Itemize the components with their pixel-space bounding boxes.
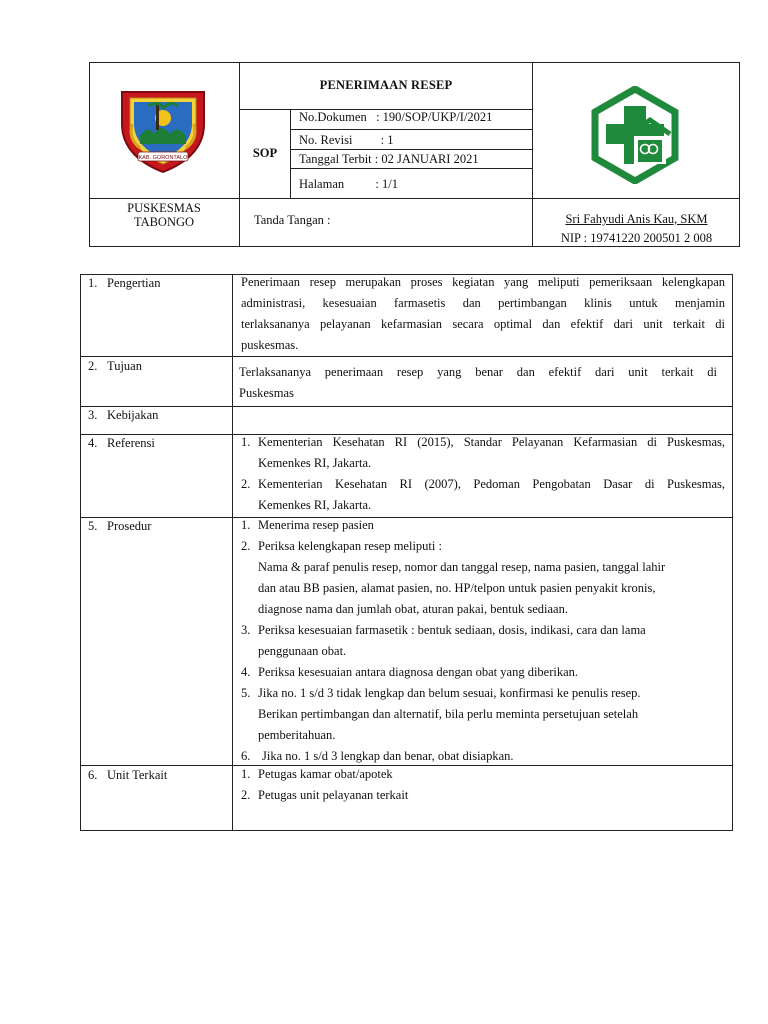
row-number: 2. bbox=[88, 359, 98, 373]
prosedur-list bbox=[241, 515, 725, 767]
sop-label: SOP bbox=[252, 146, 278, 160]
text-line: Puskesmas bbox=[239, 386, 294, 400]
text-line: Berikan pertimbangan dan alternatif, bila perlu meminta persetujuan setelah bbox=[258, 707, 639, 721]
signer-nip: NIP : 19741220 200501 2 008 bbox=[560, 231, 713, 245]
text-line: Kementerian Kesehatan RI (2015), Standar Pelayanan Kefarmasian di Puskesmas, bbox=[258, 435, 725, 449]
unit-name bbox=[89, 201, 239, 229]
row-label-kebijakan bbox=[88, 408, 158, 423]
header-divider bbox=[89, 198, 740, 199]
document-title: PENERIMAAN RESEP bbox=[319, 78, 453, 92]
text-line: pemberitahuan. bbox=[258, 728, 336, 742]
text-line: diagnose nama dan jumlah obat, aturan pakai, bentuk sediaan. bbox=[258, 602, 568, 616]
halaman: Halaman : 1/1 bbox=[299, 177, 398, 191]
list-item bbox=[241, 515, 725, 536]
row-label-prosedur bbox=[88, 519, 151, 534]
text-line: dan atau BB pasien, alamat pasien, no. HP/telpon untuk pasien penyakit kronis, bbox=[258, 581, 656, 595]
list-number: 4. bbox=[241, 665, 251, 679]
row-label: Kebijakan bbox=[107, 408, 159, 422]
text-line: Nama & paraf penulis resep, nomor dan tanggal resep, nama pasien, tanggal lahir bbox=[258, 560, 666, 574]
text-line: Petugas unit pelayanan terkait bbox=[258, 788, 409, 802]
row-label-tujuan bbox=[88, 359, 142, 374]
text-line: Kemenkes RI, Jakarta. bbox=[258, 498, 372, 512]
list-number: 2. bbox=[241, 477, 251, 491]
unit-terkait-list bbox=[241, 764, 725, 806]
pengertian-text bbox=[241, 272, 725, 356]
text-line: Periksa kesesuaian antara diagnosa dengan obat yang diberikan. bbox=[258, 665, 579, 679]
text-line: Terlaksananya penerimaan resep yang benar dan efektif dari unit terkait di bbox=[239, 365, 717, 379]
regency-emblem-logo bbox=[118, 84, 208, 174]
list-number: 2. bbox=[241, 788, 251, 802]
row-label-pengertian bbox=[88, 276, 160, 291]
text-line: Periksa kelengkapan resep meliputi : bbox=[258, 539, 442, 553]
no-revisi: No. Revisi : 1 bbox=[299, 133, 394, 147]
signature-label: Tanda Tangan : bbox=[254, 213, 331, 227]
column-divider bbox=[232, 274, 233, 831]
list-number: 2. bbox=[241, 539, 251, 553]
emblem-text: KAB. GORONTALO bbox=[138, 155, 188, 161]
signer-name: Sri Fahyudi Anis Kau, SKM bbox=[565, 212, 708, 226]
row-number: 4. bbox=[88, 436, 98, 450]
referensi-list bbox=[241, 432, 725, 516]
row-label: Referensi bbox=[107, 436, 155, 450]
list-item bbox=[241, 432, 725, 474]
list-number: 1. bbox=[241, 518, 251, 532]
header-divider bbox=[290, 168, 532, 169]
puskesmas-logo bbox=[586, 86, 684, 184]
list-item bbox=[241, 474, 725, 516]
row-label-unit-terkait bbox=[88, 768, 167, 783]
text-line: Jika no. 1 s/d 3 lengkap dan benar, obat disiapkan. bbox=[262, 749, 514, 763]
tujuan-text bbox=[239, 362, 717, 404]
unit-name-line1: PUSKESMAS bbox=[127, 201, 201, 215]
header-divider bbox=[290, 109, 291, 198]
list-item bbox=[241, 662, 725, 683]
list-number: 1. bbox=[241, 435, 251, 449]
tanggal-terbit: Tanggal Terbit : 02 JANUARI 2021 bbox=[299, 152, 479, 166]
text-line: terlaksananya pelayanan kefarmasian secara optimal dan efektif dari unit terkait di bbox=[241, 317, 725, 331]
text-line: administrasi, kesesuaian farmasetis dan pertimbangan klinis untuk menjamin bbox=[241, 296, 725, 310]
row-label: Pengertian bbox=[107, 276, 161, 290]
list-number: 6. bbox=[241, 749, 251, 763]
row-number: 5. bbox=[88, 519, 98, 533]
text-line: Kementerian Kesehatan RI (2007), Pedoman Pengobatan Dasar di Puskesmas, bbox=[258, 477, 725, 491]
list-number: 1. bbox=[241, 767, 251, 781]
no-dokumen: No.Dokumen : 190/SOP/UKP/I/2021 bbox=[299, 110, 493, 124]
text-line: puskesmas. bbox=[241, 338, 299, 352]
list-item bbox=[241, 620, 725, 662]
row-label: Prosedur bbox=[107, 519, 152, 533]
text-line: Penerimaan resep merupakan proses kegiatan yang meliputi pemeriksaan kelengkapan bbox=[241, 275, 725, 289]
header-divider bbox=[290, 129, 532, 130]
header-divider bbox=[290, 149, 532, 150]
text-line: Jika no. 1 s/d 3 tidak lengkap dan belum sesuai, konfirmasi ke penulis resep. bbox=[258, 686, 641, 700]
row-number: 1. bbox=[88, 276, 98, 290]
list-number: 5. bbox=[241, 686, 251, 700]
row-divider bbox=[80, 356, 733, 357]
row-number: 3. bbox=[88, 408, 98, 422]
row-label: Unit Terkait bbox=[107, 768, 168, 782]
unit-name-line2: TABONGO bbox=[133, 215, 195, 229]
row-number: 6. bbox=[88, 768, 98, 782]
list-item bbox=[241, 764, 725, 785]
row-label-referensi bbox=[88, 436, 155, 451]
row-label: Tujuan bbox=[107, 359, 142, 373]
text-line: penggunaan obat. bbox=[258, 644, 347, 658]
text-line: Menerima resep pasien bbox=[258, 518, 374, 532]
list-number: 3. bbox=[241, 623, 251, 637]
text-line: Periksa kesesuaian farmasetik : bentuk sediaan, dosis, indikasi, cara dan lama bbox=[258, 623, 646, 637]
row-divider bbox=[80, 406, 733, 407]
list-item bbox=[241, 536, 725, 620]
list-item bbox=[241, 785, 725, 806]
text-line: Kemenkes RI, Jakarta. bbox=[258, 456, 372, 470]
text-line: Petugas kamar obat/apotek bbox=[258, 767, 393, 781]
list-item bbox=[241, 683, 725, 746]
